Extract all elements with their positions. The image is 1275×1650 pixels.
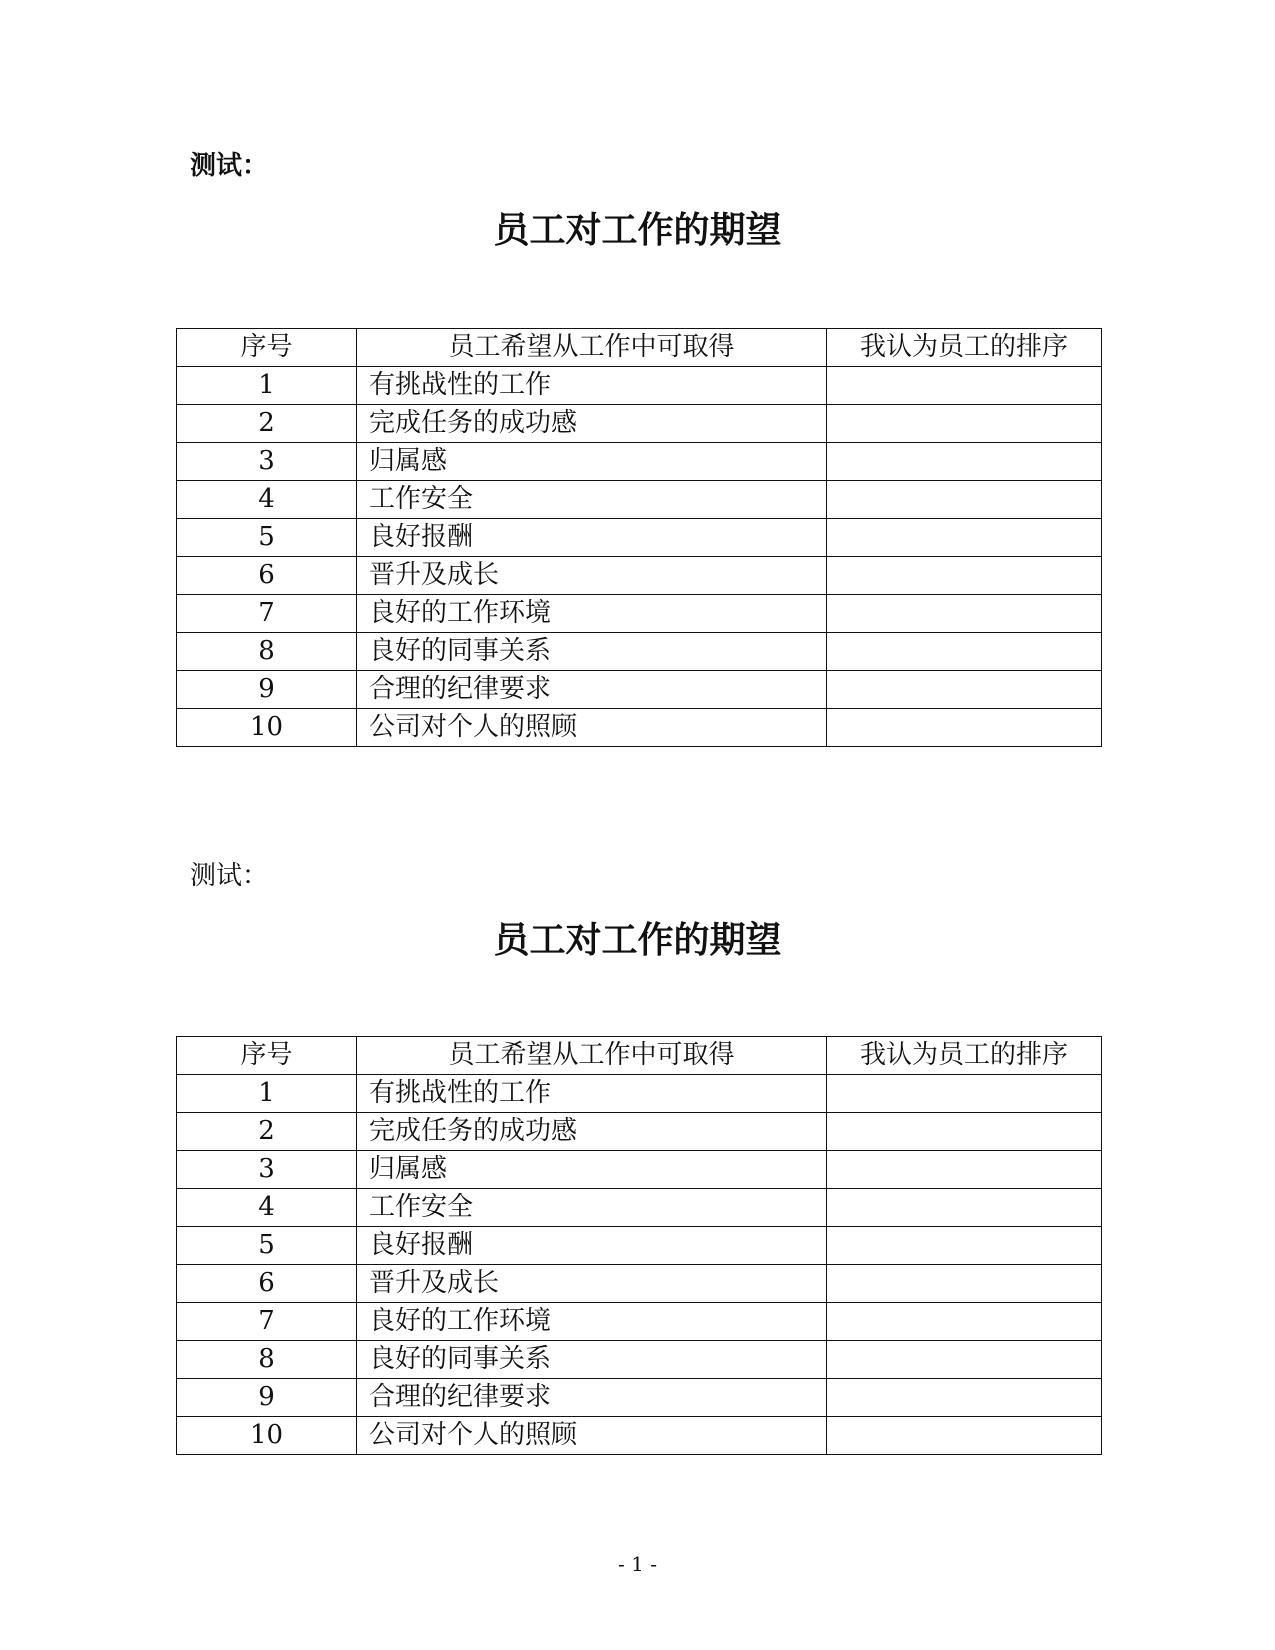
expectations-table — [176, 328, 1102, 747]
rank-cell[interactable] — [827, 1341, 1102, 1379]
table-row — [177, 557, 1102, 595]
rank-cell[interactable] — [827, 1303, 1102, 1341]
row-item: 晋升及成长 — [357, 1265, 827, 1303]
table-row — [177, 671, 1102, 709]
table-row — [177, 481, 1102, 519]
row-number: 1 — [177, 367, 357, 405]
row-number: 2 — [177, 405, 357, 443]
rank-cell[interactable] — [827, 709, 1102, 747]
row-number: 10 — [177, 709, 357, 747]
rank-cell[interactable] — [827, 633, 1102, 671]
row-item: 有挑战性的工作 — [357, 1075, 827, 1113]
rank-cell[interactable] — [827, 1113, 1102, 1151]
row-number: 8 — [177, 1341, 357, 1379]
row-item: 良好的工作环境 — [357, 595, 827, 633]
row-number: 5 — [177, 519, 357, 557]
row-number: 7 — [177, 595, 357, 633]
table-row — [177, 1113, 1102, 1151]
row-number: 10 — [177, 1417, 357, 1455]
table-row — [177, 1417, 1102, 1455]
table-row — [177, 1379, 1102, 1417]
row-number: 5 — [177, 1227, 357, 1265]
table-header-row — [177, 329, 1102, 367]
rank-cell[interactable] — [827, 1075, 1102, 1113]
row-number: 9 — [177, 671, 357, 709]
row-item: 良好的工作环境 — [357, 1303, 827, 1341]
rank-cell[interactable] — [827, 519, 1102, 557]
table-row — [177, 1075, 1102, 1113]
table-row — [177, 1303, 1102, 1341]
rank-cell[interactable] — [827, 557, 1102, 595]
rank-cell[interactable] — [827, 1265, 1102, 1303]
row-item: 晋升及成长 — [357, 557, 827, 595]
rank-cell[interactable] — [827, 443, 1102, 481]
table-row — [177, 633, 1102, 671]
section-title: 员工对工作的期望 — [493, 919, 782, 961]
row-item: 良好的同事关系 — [357, 1341, 827, 1379]
rank-cell[interactable] — [827, 405, 1102, 443]
row-item: 合理的纪律要求 — [357, 1379, 827, 1417]
table-row — [177, 709, 1102, 747]
header-item: 员工希望从工作中可取得 — [357, 329, 827, 367]
table-row — [177, 1151, 1102, 1189]
row-item: 工作安全 — [357, 1189, 827, 1227]
row-item: 良好报酬 — [357, 519, 827, 557]
row-number: 6 — [177, 1265, 357, 1303]
row-item: 完成任务的成功感 — [357, 405, 827, 443]
section-label: 测试： — [190, 151, 269, 181]
row-item: 公司对个人的照顾 — [357, 1417, 827, 1455]
rank-cell[interactable] — [827, 595, 1102, 633]
row-number: 3 — [177, 1151, 357, 1189]
table-row — [177, 1189, 1102, 1227]
row-number: 7 — [177, 1303, 357, 1341]
row-item: 归属感 — [357, 443, 827, 481]
rank-cell[interactable] — [827, 1417, 1102, 1455]
section-label: 测试： — [190, 861, 269, 891]
rank-cell[interactable] — [827, 671, 1102, 709]
row-item: 归属感 — [357, 1151, 827, 1189]
table-row — [177, 595, 1102, 633]
table-row — [177, 1265, 1102, 1303]
row-number: 2 — [177, 1113, 357, 1151]
row-number: 8 — [177, 633, 357, 671]
row-item: 工作安全 — [357, 481, 827, 519]
rank-cell[interactable] — [827, 367, 1102, 405]
rank-cell[interactable] — [827, 1379, 1102, 1417]
table-row — [177, 519, 1102, 557]
row-number: 6 — [177, 557, 357, 595]
header-rank: 我认为员工的排序 — [827, 329, 1102, 367]
table-row — [177, 443, 1102, 481]
row-item: 合理的纪律要求 — [357, 671, 827, 709]
rank-cell[interactable] — [827, 1227, 1102, 1265]
header-rank: 我认为员工的排序 — [827, 1037, 1102, 1075]
rank-cell[interactable] — [827, 1189, 1102, 1227]
row-number: 4 — [177, 1189, 357, 1227]
row-number: 3 — [177, 443, 357, 481]
row-number: 1 — [177, 1075, 357, 1113]
expectations-table — [176, 1036, 1102, 1455]
row-item: 完成任务的成功感 — [357, 1113, 827, 1151]
table-row — [177, 1341, 1102, 1379]
header-item: 员工希望从工作中可取得 — [357, 1037, 827, 1075]
row-item: 有挑战性的工作 — [357, 367, 827, 405]
section-title: 员工对工作的期望 — [493, 209, 782, 251]
row-item: 良好报酬 — [357, 1227, 827, 1265]
row-item: 公司对个人的照顾 — [357, 709, 827, 747]
header-number: 序号 — [177, 329, 357, 367]
table-row — [177, 405, 1102, 443]
row-number: 9 — [177, 1379, 357, 1417]
row-item: 良好的同事关系 — [357, 633, 827, 671]
table-header-row — [177, 1037, 1102, 1075]
table-row — [177, 1227, 1102, 1265]
rank-cell[interactable] — [827, 481, 1102, 519]
page-number: - 1 - — [618, 1552, 657, 1576]
rank-cell[interactable] — [827, 1151, 1102, 1189]
header-number: 序号 — [177, 1037, 357, 1075]
row-number: 4 — [177, 481, 357, 519]
table-row — [177, 367, 1102, 405]
